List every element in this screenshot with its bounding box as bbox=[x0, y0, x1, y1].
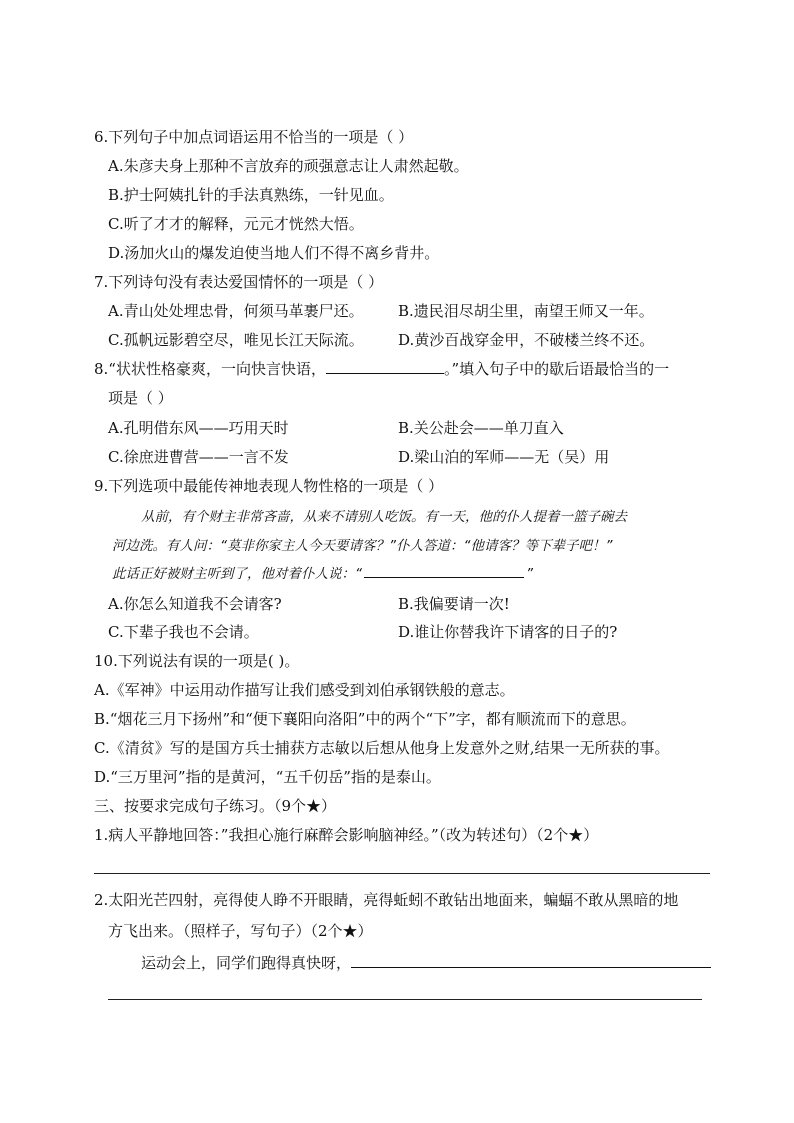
question-9-story-line3-before: 此话正好被财主听到了，他对着仆人说：“ bbox=[112, 566, 362, 582]
answer-blank[interactable] bbox=[351, 953, 711, 968]
question-6-option-d: D.汤加火山的爆发迫使当地人们不得不离乡背井。 bbox=[108, 244, 440, 262]
question-6-option-a: A.朱彦夫身上那种不言放弃的顽强意志让人肃然起敬。 bbox=[108, 157, 469, 175]
section-3-item-2-line2: 方飞出来。（照样子，写句子）（2个★） bbox=[108, 922, 373, 940]
question-8-option-b: B.关公赴会——单刀直入 bbox=[398, 419, 564, 437]
question-8-stem-before: 8.“状状性格豪爽，一向快言快语， bbox=[94, 360, 326, 378]
question-10-option-b: B.“烟花三月下扬州”和“便下襄阳向洛阳”中的两个“下”字，都有顺流而下的意思。 bbox=[94, 710, 636, 728]
question-8-stem bbox=[94, 359, 669, 379]
answer-line[interactable] bbox=[108, 999, 702, 1000]
question-10-option-c: C.《清贫》写的是国方兵士捕获方志敏以后想从他身上发意外之财,结果一无所获的事。 bbox=[94, 739, 670, 757]
question-7-option-d: D.黄沙百战穿金甲，不破楼兰终不还。 bbox=[398, 331, 655, 349]
question-9-option-a: A.你怎么知道我不会请客? bbox=[108, 595, 282, 613]
question-9-stem: 9.下列选项中最能传神地表现人物性格的一项是（ ） bbox=[94, 477, 444, 495]
question-9-story-line2: 河边洗。有人问：“莫非你家主人今天要请客？”仆人答道：“他请客？等下辈子吧！” bbox=[112, 538, 613, 554]
section-3-item-1: 1.病人平静地回答：”我担心施行麻醉会影响脑神经。”（改为转述句）（2个★） bbox=[94, 826, 599, 844]
question-8-option-d: D.梁山泊的军师——无（吴）用 bbox=[398, 448, 610, 466]
question-9-story-line3-after: ” bbox=[526, 566, 533, 582]
section-3-item-2-line1: 2.太阳光芒四射，亮得使人睁不开眼睛，亮得蚯蚓不敢钻出地面来，蝙蝠不敢从黑暗的地 bbox=[94, 891, 679, 909]
question-10-option-a: A.《军神》中运用动作描写让我们感受到刘伯承钢铁般的意志。 bbox=[94, 681, 515, 699]
question-6-stem: 6.下列句子中加点词语运用不恰当的一项是（ ） bbox=[94, 128, 414, 146]
section-3-item-2-prompt-text: 运动会上，同学们跑得真快呀， bbox=[141, 954, 352, 972]
question-10-option-d: D.“三万里河”指的是黄河，“五千仞岳”指的是泰山。 bbox=[94, 768, 441, 786]
question-7-option-a: A.青山处处埋忠骨，何须马革裹尸还。 bbox=[108, 302, 364, 320]
question-6-option-b: B.护士阿姨扎针的手法真熟练，一针见血。 bbox=[108, 186, 394, 204]
question-7-stem: 7.下列诗句没有表达爱国情怀的一项是（ ） bbox=[94, 273, 384, 291]
question-6-option-c: C.听了才才的解释，元元才恍然大悟。 bbox=[108, 215, 364, 233]
question-7-option-c: C.孤帆远影碧空尽，唯见长江天际流。 bbox=[108, 331, 364, 349]
answer-line[interactable] bbox=[94, 873, 710, 874]
question-9-option-b: B.我偏要请一次! bbox=[398, 595, 510, 613]
question-7-option-b: B.遗民泪尽胡尘里，南望王师又一年。 bbox=[398, 302, 654, 320]
section-3-item-2-prompt bbox=[141, 953, 711, 973]
question-10-stem: 10.下列说法有误的一项是( )。 bbox=[94, 652, 300, 670]
question-9-option-c: C.下辈子我也不会请。 bbox=[108, 623, 259, 641]
answer-blank[interactable] bbox=[364, 564, 524, 578]
question-8-option-a: A.孔明借东风——巧用天时 bbox=[108, 419, 289, 437]
question-9-option-d: D.谁让你替我许下请客的日子的? bbox=[398, 623, 618, 641]
question-9-story-line1: 从前，有个财主非常吝啬，从来不请别人吃饭。有一天，他的仆人提着一篮子碗去 bbox=[141, 509, 627, 525]
question-9-story-line3 bbox=[112, 564, 533, 584]
answer-blank[interactable] bbox=[326, 359, 444, 374]
question-8-stem-line2: 项是（ ） bbox=[108, 389, 173, 407]
section-3-heading: 三、按要求完成句子练习。（9个★） bbox=[94, 797, 337, 815]
question-8-option-c: C.徐庶进曹营——一言不发 bbox=[108, 448, 289, 466]
question-8-stem-after: 。”填入句子中的歇后语最恰当的一 bbox=[443, 360, 670, 378]
